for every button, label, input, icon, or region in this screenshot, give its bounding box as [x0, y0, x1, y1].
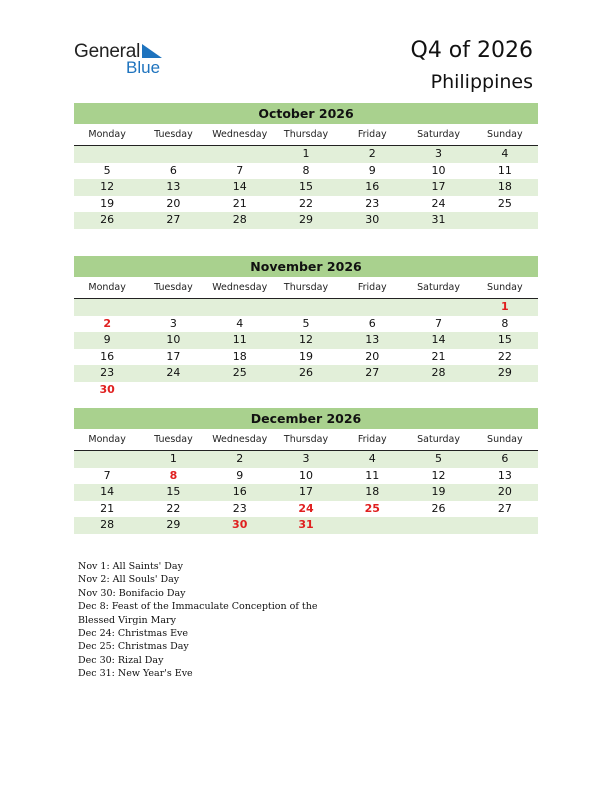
day-cell: 6	[368, 316, 376, 330]
holiday-entry: Dec 31: New Year's Eve	[78, 668, 193, 680]
month-calendar-december	[74, 408, 538, 534]
week-row	[74, 468, 538, 485]
weekday-label: Sunday	[487, 282, 523, 293]
day-cell: 19	[431, 485, 446, 498]
day-cell: 8	[501, 316, 509, 330]
weekday-label: Friday	[357, 434, 387, 445]
day-cell: 22	[298, 196, 313, 210]
day-cell: 6	[169, 163, 177, 177]
week-row	[74, 517, 538, 534]
day-cell: 24	[166, 366, 181, 379]
holiday-day-cell: 30	[99, 382, 115, 396]
holiday-entry: Nov 30: Bonifacio Day	[78, 587, 186, 599]
week-row	[74, 382, 538, 399]
day-cell: 12	[298, 333, 313, 346]
day-cell: 9	[368, 163, 376, 177]
day-cell: 3	[302, 452, 310, 465]
week-row	[74, 332, 538, 349]
day-cell: 11	[497, 163, 512, 177]
holiday-entry: Nov 2: All Souls' Day	[78, 574, 180, 586]
day-cell: 20	[365, 349, 380, 363]
day-cell: 15	[298, 180, 313, 193]
day-cell: 1	[302, 147, 310, 160]
day-cell	[140, 146, 206, 163]
week-row	[74, 179, 538, 196]
weekday-label: Friday	[357, 129, 387, 140]
day-cell: 23	[100, 366, 115, 379]
day-cell: 1	[169, 452, 177, 465]
weekday-label: Wednesday	[212, 129, 268, 140]
holiday-day-cell: 24	[298, 501, 314, 515]
holiday-day-cell: 8	[169, 468, 178, 482]
weekday-label: Wednesday	[212, 434, 268, 445]
day-cell: 5	[435, 452, 443, 465]
weekday-label: Wednesday	[212, 282, 268, 293]
day-cell	[472, 382, 538, 399]
day-cell	[207, 299, 273, 316]
weekday-label: Monday	[88, 129, 126, 140]
day-cell: 26	[431, 501, 446, 515]
holiday-day-cell: 30	[232, 518, 248, 531]
day-cell: 7	[236, 163, 244, 177]
day-cell: 4	[368, 452, 376, 465]
week-row	[74, 451, 538, 468]
day-cell: 19	[298, 349, 313, 363]
holiday-day-cell: 31	[298, 518, 314, 531]
day-cell: 27	[497, 501, 512, 515]
day-cell	[339, 517, 405, 534]
day-cell: 4	[501, 147, 509, 160]
day-cell: 11	[232, 333, 247, 346]
weekday-label: Tuesday	[154, 434, 193, 445]
day-cell: 14	[232, 180, 247, 193]
day-cell: 28	[232, 213, 247, 226]
day-cell	[74, 146, 140, 163]
day-cell	[207, 382, 273, 399]
day-cell: 2	[368, 147, 376, 160]
holiday-day-cell: 2	[103, 316, 111, 330]
day-cell: 5	[302, 316, 310, 330]
weekday-header-row	[74, 279, 538, 299]
logo-blue-text: Blue	[126, 58, 161, 77]
week-row	[74, 501, 538, 518]
day-cell: 22	[497, 349, 512, 363]
holiday-day-cell: 1	[501, 300, 509, 313]
holiday-entry: Dec 25: Christmas Day	[78, 641, 189, 653]
day-cell	[405, 517, 471, 534]
month-title: November 2026	[74, 256, 538, 277]
holiday-entry: Nov 1: All Saints' Day	[78, 561, 183, 572]
day-cell: 7	[103, 468, 111, 482]
day-cell: 28	[431, 366, 446, 379]
weekday-label: Saturday	[417, 129, 460, 140]
weekday-label: Sunday	[487, 434, 523, 445]
day-cell: 17	[166, 349, 181, 363]
day-cell: 13	[497, 468, 512, 482]
holiday-entry: Dec 24: Christmas Eve	[78, 628, 189, 640]
generalblue-logo	[74, 41, 174, 77]
weekday-label: Saturday	[417, 434, 460, 445]
day-cell	[339, 299, 405, 316]
day-cell: 10	[431, 163, 446, 177]
logo-general-text: General	[74, 41, 141, 62]
day-cell: 21	[431, 349, 446, 363]
day-cell: 20	[166, 196, 181, 210]
day-cell: 14	[100, 485, 115, 498]
day-cell	[273, 299, 339, 316]
day-cell: 14	[431, 333, 446, 346]
day-cell: 16	[232, 485, 247, 498]
week-row	[74, 196, 538, 213]
weekday-label: Thursday	[283, 129, 329, 140]
weekday-label: Monday	[88, 282, 126, 293]
weekday-label: Thursday	[283, 282, 329, 293]
day-cell	[74, 299, 140, 316]
day-cell: 26	[100, 213, 115, 226]
day-cell: 24	[431, 196, 446, 210]
day-cell: 30	[365, 213, 380, 226]
logo-triangle-icon	[142, 44, 162, 58]
weekday-header-row	[74, 431, 538, 451]
weekday-label: Thursday	[283, 434, 329, 445]
day-cell: 16	[100, 349, 115, 363]
day-cell: 7	[435, 316, 443, 330]
day-cell: 10	[298, 468, 313, 482]
day-cell: 21	[232, 196, 247, 210]
day-cell: 29	[497, 366, 512, 379]
day-cell	[273, 382, 339, 399]
holiday-entry: Blessed Virgin Mary	[78, 614, 176, 626]
day-cell: 16	[365, 180, 380, 193]
holiday-day-cell: 25	[364, 501, 380, 515]
day-cell: 13	[166, 180, 181, 193]
day-cell: 4	[236, 316, 244, 330]
day-cell: 22	[166, 501, 181, 515]
day-cell: 19	[100, 196, 115, 210]
day-cell: 27	[365, 366, 380, 379]
day-cell: 12	[431, 468, 446, 482]
week-row	[74, 212, 538, 229]
week-row	[74, 349, 538, 366]
day-cell: 27	[166, 213, 181, 226]
month-title: October 2026	[74, 103, 538, 124]
day-cell: 18	[497, 180, 512, 193]
day-cell: 25	[497, 196, 512, 210]
month-calendar-october	[74, 103, 538, 229]
month-title: December 2026	[74, 408, 538, 429]
day-cell: 18	[365, 485, 380, 498]
day-cell: 5	[103, 163, 111, 177]
day-cell: 15	[497, 333, 512, 346]
month-calendar-november	[74, 256, 538, 398]
day-cell	[140, 299, 206, 316]
day-cell: 25	[232, 366, 247, 379]
day-cell	[140, 382, 206, 399]
weekday-label: Friday	[357, 282, 387, 293]
day-cell: 8	[302, 163, 310, 177]
week-row	[74, 163, 538, 180]
holiday-entry: Dec 8: Feast of the Immaculate Conception of the	[78, 601, 318, 613]
day-cell: 13	[365, 333, 380, 346]
weekday-label: Saturday	[417, 282, 460, 293]
day-cell: 6	[501, 452, 509, 465]
day-cell: 26	[298, 366, 313, 379]
week-row	[74, 484, 538, 501]
day-cell: 28	[100, 518, 115, 531]
day-cell: 23	[365, 196, 380, 210]
day-cell	[472, 517, 538, 534]
weekday-label: Sunday	[487, 129, 523, 140]
weekday-label: Tuesday	[154, 282, 193, 293]
week-row	[74, 316, 538, 333]
day-cell	[339, 382, 405, 399]
day-cell: 3	[435, 147, 443, 160]
day-cell: 29	[298, 213, 313, 226]
page-title: Q4 of 2026	[410, 38, 533, 63]
day-cell	[405, 382, 471, 399]
day-cell: 20	[497, 485, 512, 498]
day-cell: 18	[232, 349, 247, 363]
day-cell: 3	[169, 316, 177, 330]
day-cell: 10	[166, 333, 181, 346]
country-name: Philippines	[430, 71, 533, 93]
weekday-label: Monday	[88, 434, 126, 445]
day-cell: 29	[166, 518, 181, 531]
weekday-header-row	[74, 126, 538, 146]
week-row	[74, 365, 538, 382]
week-row	[74, 146, 538, 163]
week-row	[74, 299, 538, 316]
day-cell: 2	[236, 452, 244, 465]
weekday-label: Tuesday	[154, 129, 193, 140]
day-cell: 9	[103, 333, 111, 346]
day-cell: 23	[232, 501, 247, 515]
day-cell	[207, 146, 273, 163]
day-cell: 31	[431, 213, 446, 226]
day-cell: 17	[298, 485, 313, 498]
day-cell	[472, 212, 538, 229]
day-cell: 17	[431, 180, 446, 193]
day-cell	[74, 451, 140, 468]
day-cell: 15	[166, 485, 181, 498]
day-cell	[405, 299, 471, 316]
day-cell: 21	[100, 501, 115, 515]
holiday-entry: Dec 30: Rizal Day	[78, 654, 164, 666]
day-cell: 11	[365, 468, 380, 482]
holiday-list	[78, 560, 378, 681]
day-cell: 12	[100, 180, 115, 193]
day-cell: 9	[236, 468, 244, 482]
